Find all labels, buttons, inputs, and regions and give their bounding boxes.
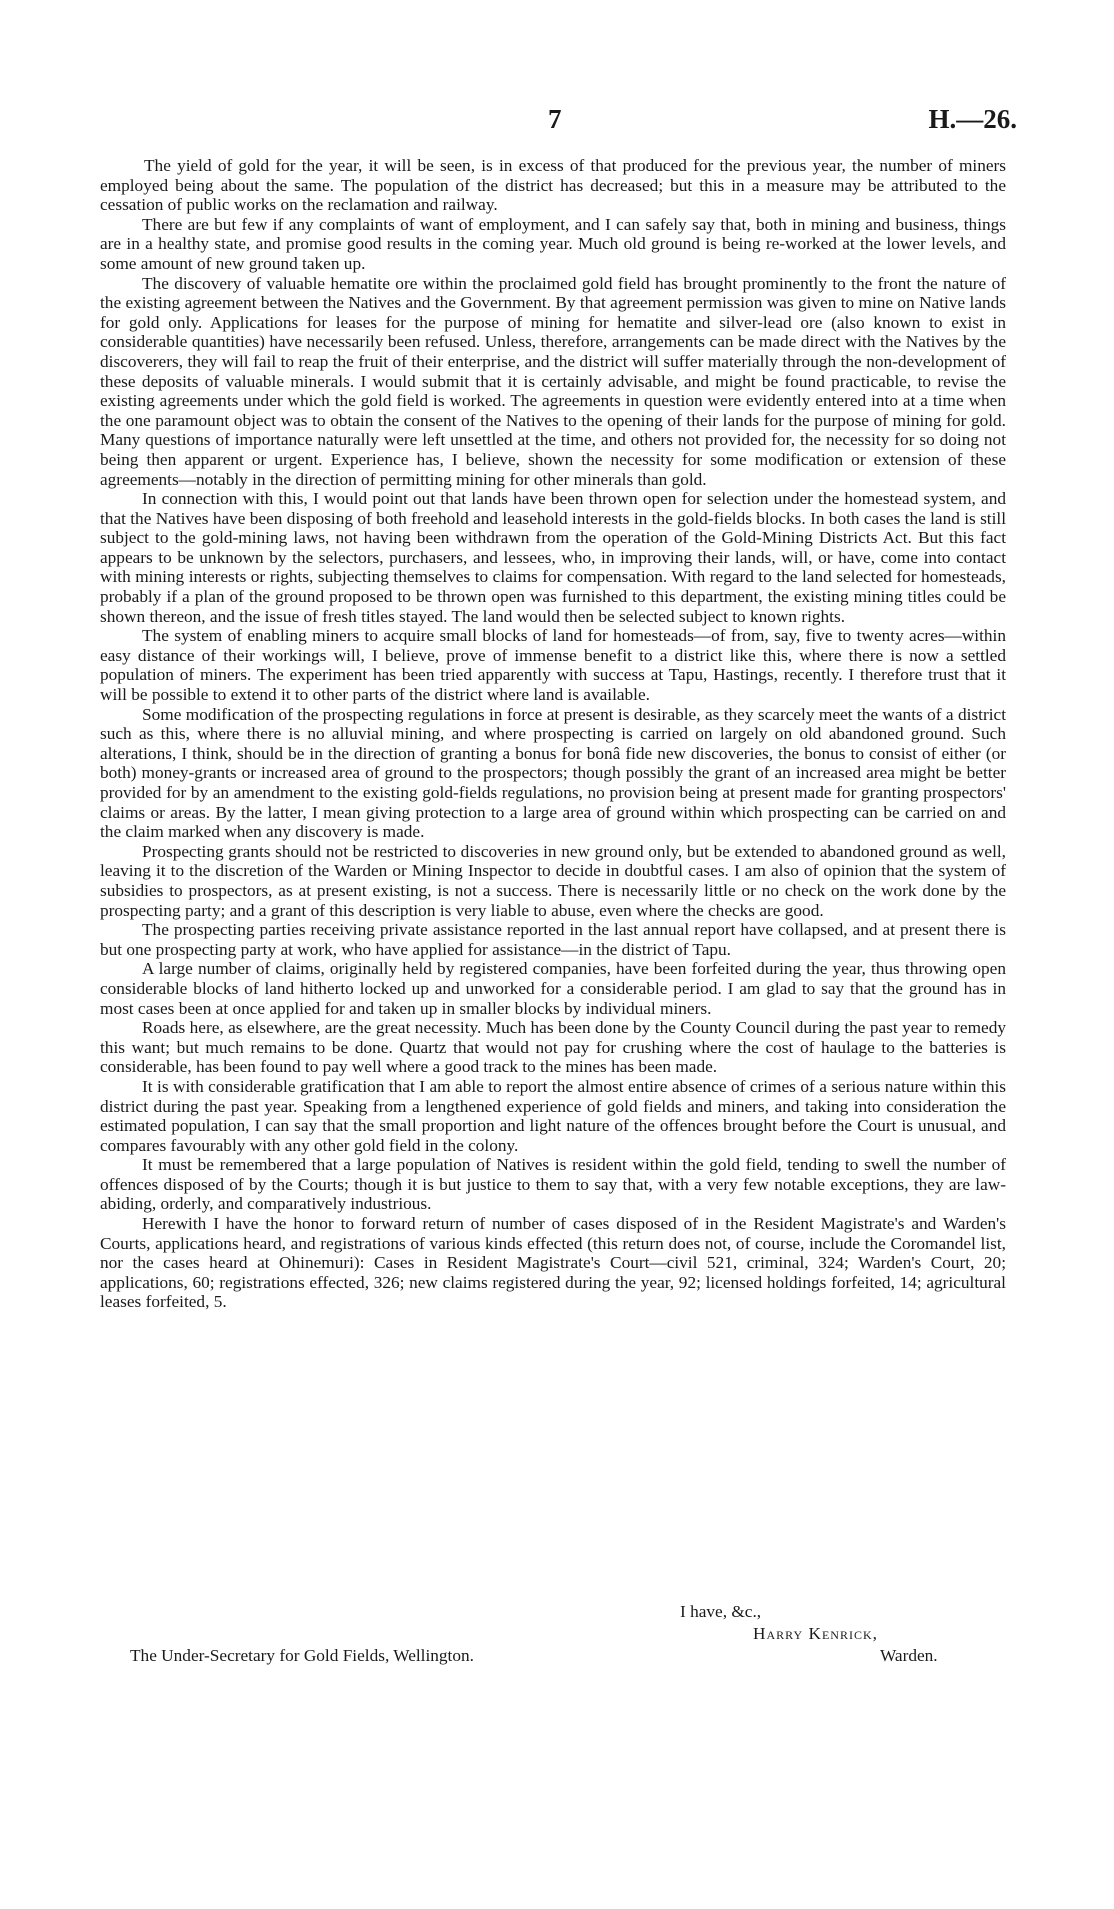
paragraph: The discovery of valuable hematite ore within the proclaimed gold field has brought prominently to the front the nature of the existing agreement between the Natives and the Government. By that agreement permission was given to mine on Native lands for gold only. Applications for leases for the purpose of mining for hematite and silver-lead ore (also known to exist in considerable quantities) have necessarily been refused. Unless, therefore, arrangements can be made direct with the Natives by the discoverers, they will fail to reap the fruit of their enterprise, and the district will suffer materially through the non-development of these deposits of valuable minerals. I would submit that it is certainly advisable, and might be found practicable, to revise the existing agreements under which the gold field is worked. The agreements in question were evidently entered into at a time when the one paramount object was to obtain the consent of the Natives to the opening of their lands for the purpose of mining for gold. Many questions of importance naturally were left unsettled at the time, and others not provided for, the necessity for so doing not being then apparent or urgent. Experience has, I believe, shown the necessity for some modification or extension of these agreements—notably in the direction of permitting mining for other minerals than gold. <box>100 273 1006 489</box>
signature: Harry Kenrick, <box>753 1624 878 1643</box>
paragraph: In connection with this, I would point out that lands have been thrown open for selection under the homestead system, and that the Natives have been disposing of both freehold and leasehold interests in the gold-fields blocks. In both cases the land is still subject to the gold-mining laws, not having been withdrawn from the operation of the Gold-Mining Districts Act. But this fact appears to be unknown by the selectors, purchasers, and lessees, who, in improving their lands, will, or have, come into contact with mining interests or rights, subjecting themselves to claims for compensation. With regard to the land selected for homesteads, probably if a plan of the ground proposed to be thrown open was furnished to this department, the existing mining titles could be shown thereon, and the issue of fresh titles stayed. The land would then be selected subject to known rights. <box>100 489 1006 626</box>
paragraph: The prospecting parties receiving private assistance reported in the last annual report have collapsed, and at present there is but one prospecting party at work, who have applied for assistance—in the district of Tapu. <box>100 920 1006 959</box>
page-number: 7 <box>548 104 562 134</box>
paragraph: Some modification of the prospecting regulations in force at present is desirable, as they scarcely meet the wants of a district such as this, where there is no alluvial mining, and where prospecting is carried on largely on old abandoned ground. Such alterations, I think, should be in the direction of granting a bonus for bonâ fide new discoveries, the bonus to consist of either (or both) money-grants or increased area of ground to the prospectors; though possibly the grant of an increased area might be better provided for by an amendment to the existing gold-fields regulations, no provision being at present made for granting prospectors' claims or areas. By the latter, I mean giving protection to a large area of ground within which prospecting can be carried on and the claim marked when any discovery is made. <box>100 704 1006 842</box>
paragraph: The yield of gold for the year, it will be seen, is in excess of that produced for the previous year, the number of miners employed being about the same. The population of the district has decreased; but this in a measure may be attributed to the cessation of public works on the reclamation and railway. <box>100 156 1006 215</box>
salutation: I have, &c., <box>680 1602 762 1621</box>
paragraph: Roads here, as elsewhere, are the great necessity. Much has been done by the County Council during the past year to remedy this want; but much remains to be done. Quartz that would not pay for crushing where the cost of haulage to the batteries is considerable, has been found to pay well where a good track to the mines has been made. <box>100 1018 1006 1077</box>
paragraph: Herewith I have the honor to forward return of number of cases disposed of in the Resident Magistrate's and Warden's Courts, applications heard, and registrations of various kinds effected (this return does not, of course, include the Coromandel list, nor the cases heard at Ohinemuri): Cases in Resident Magistrate's Court—civil 521, criminal, 324; Warden's Court, 20; applications, 60; registrations effected, 326; new claims registered during the year, 92; licensed holdings forfeited, 14; agricultural leases forfeited, 5. <box>100 1214 1006 1312</box>
paragraph: There are but few if any complaints of want of employment, and I can safely say that, both in mining and business, things are in a healthy state, and promise good results in the coming year. Much old ground is being re-worked at the lower levels, and some amount of new ground taken up. <box>100 214 1006 273</box>
letter-body <box>100 156 1006 1312</box>
recipient: The Under-Secretary for Gold Fields, Wellington. <box>130 1646 474 1665</box>
paragraph: A large number of claims, originally held by registered companies, have been forfeited during the year, thus throwing open considerable blocks of land hitherto locked up and unworked for a considerable period. I am glad to say that the ground has in most cases been at once applied for and taken up in smaller blocks by individual miners. <box>100 959 1006 1018</box>
page-header <box>0 104 1114 144</box>
signatory-title: Warden. <box>880 1646 938 1665</box>
series-reference: H.—26. <box>928 104 1017 134</box>
paragraph: Prospecting grants should not be restricted to discoveries in new ground only, but be extended to abandoned ground as well, leaving it to the discretion of the Warden or Mining Inspector to decide in doubtful cases. I am also of opinion that the system of subsidies to prospectors, as at present existing, is not a success. There is necessarily little or no check on the work done by the prospecting party; and a grant of this description is very liable to abuse, even where the checks are good. <box>100 841 1006 920</box>
paragraph: It must be remembered that a large population of Natives is resident within the gold field, tending to swell the number of offences disposed of by the Courts; though it is but justice to them to say that, with a very few notable exceptions, they are law-abiding, orderly, and comparatively industrious. <box>100 1155 1006 1214</box>
paragraph: The system of enabling miners to acquire small blocks of land for homesteads—of from, say, five to twenty acres—within easy distance of their workings will, I believe, prove of immense benefit to a district like this, where there is now a settled population of miners. The experiment has been tried apparently with success at Tapu, Hastings, recently. I therefore trust that it will be possible to extend it to other parts of the district where land is available. <box>100 626 1006 705</box>
paragraph: It is with considerable gratification that I am able to report the almost entire absence of crimes of a serious nature within this district during the past year. Speaking from a lengthened experience of gold fields and miners, and taking into consideration the estimated population, I can say that the small proportion and light nature of the offences brought before the Court is unusual, and compares favourably with any other gold field in the colony. <box>100 1076 1006 1155</box>
